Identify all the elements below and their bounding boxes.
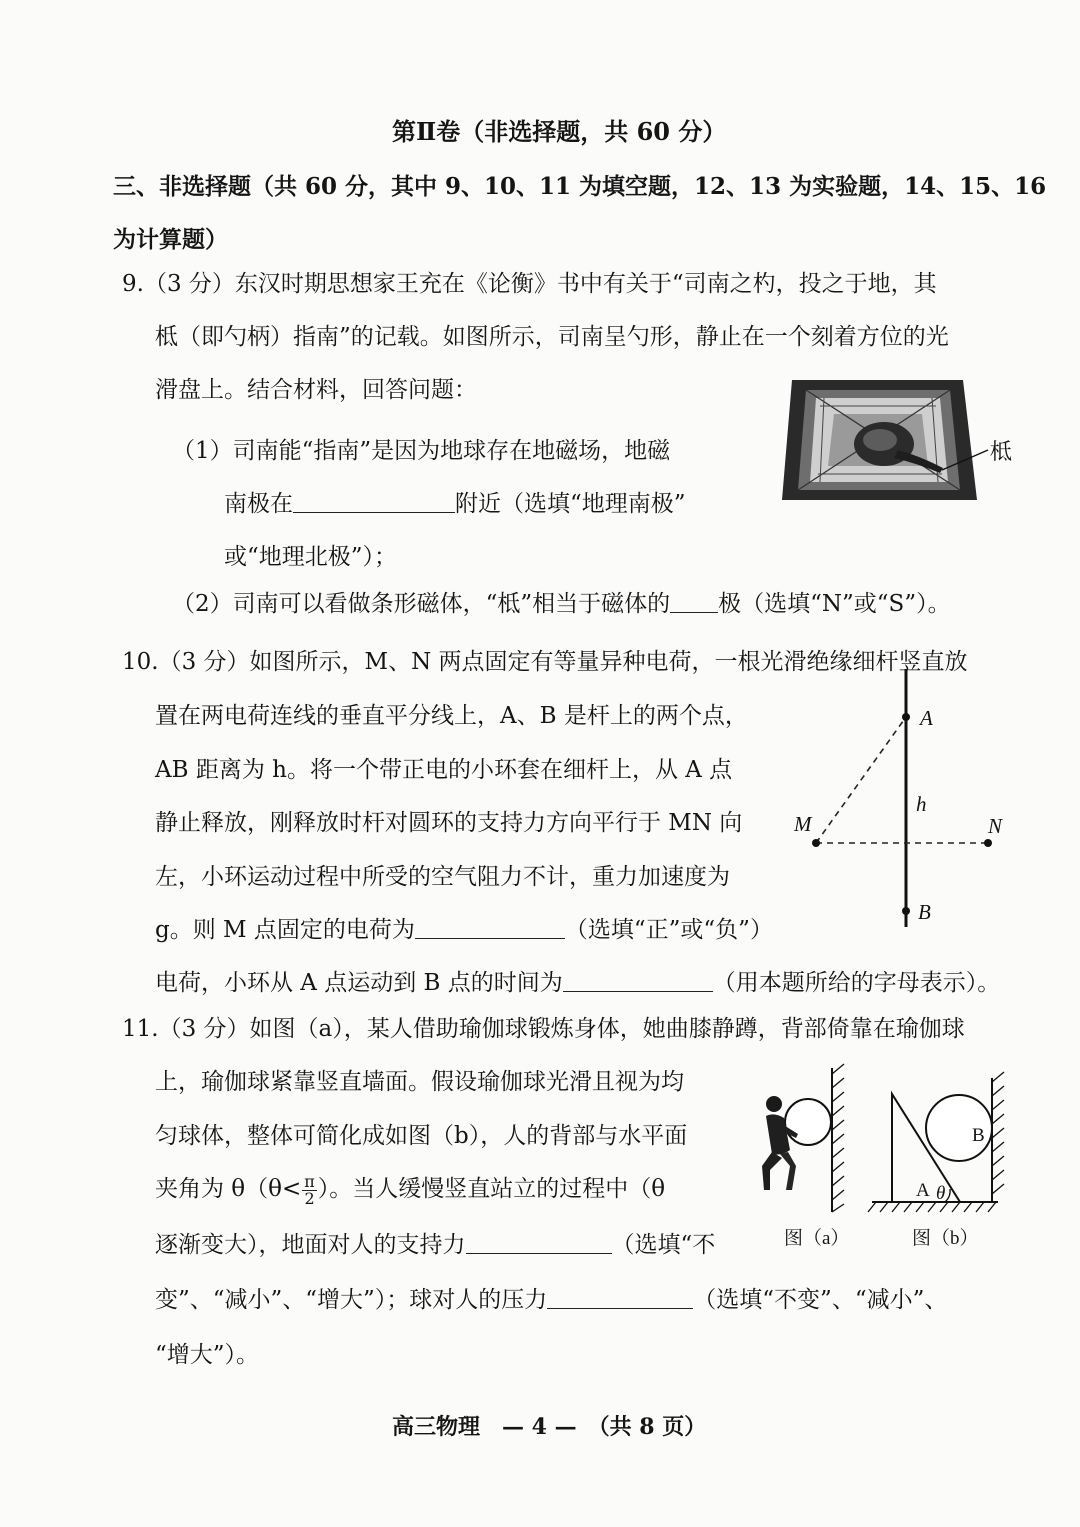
q10-line7-text-b: （用本题所给的字母表示）。 (712, 970, 1001, 996)
q11-line5-text-a: 逐渐变大），地面对人的支持力 (155, 1232, 466, 1258)
q10-line6-text-a: g。则 M 点固定的电荷为 (155, 917, 415, 943)
label-b: B (918, 900, 931, 924)
fig-a-caption: 图（a） (784, 1228, 850, 1249)
part-heading-line1: 三、非选择题（共 60 分，其中 9、10、11 为填空题，12、13 为实验题，14、15、16 (113, 173, 1047, 200)
label-n: N (988, 814, 1003, 838)
q11-answer-blank-1[interactable] (466, 1231, 612, 1254)
handle-label: 柢 (990, 439, 1013, 464)
q10-line7 (155, 967, 1000, 999)
label-m: M (794, 812, 812, 836)
label-theta: θ (936, 1183, 946, 1204)
q10-line2: 置在两电荷连线的垂直平分线上，A、B 是杆上的两个点， (155, 703, 748, 729)
label-ball-b: B (972, 1125, 985, 1146)
q10-line5: 左，小环运动过程中所受的空气阻力不计，重力加速度为 (155, 864, 730, 890)
q11-line4 (155, 1173, 665, 1207)
q9-answer-blank-2[interactable] (670, 590, 718, 613)
page-footer: 高三物理 — 4 — （共 8 页） (392, 1414, 707, 1440)
q10-answer-blank-1[interactable] (415, 916, 565, 939)
q10-line6 (155, 914, 773, 946)
q11-line4-text-a: 夹角为 θ（θ< (155, 1176, 302, 1202)
q10-answer-blank-2[interactable] (563, 969, 713, 992)
q11-line2: 上，瑜伽球紧靠竖直墙面。假设瑜伽球光滑且视为均 (155, 1069, 684, 1095)
q10-line1: 10.（3 分）如图所示，M、N 两点固定有等量异种电荷，一根光滑绝缘细杆竖直放 (122, 649, 968, 675)
q9-line1: 9.（3 分）东汉时期思想家王充在《论衡》书中有关于“司南之杓，投之于地，其 (122, 271, 937, 297)
q9-line2: 柢（即勺柄）指南”的记载。如图所示，司南呈勺形，静止在一个刻着方位的光 (155, 324, 949, 350)
point-a (902, 713, 910, 721)
q9-sub1-text-b: 附近（选填“地理南极” (455, 491, 686, 517)
q9-line3: 滑盘上。结合材料，回答问题： (155, 377, 477, 403)
q10-line4: 静止释放，刚释放时杆对圆环的支持力方向平行于 MN 向 (155, 810, 743, 836)
q11-line1: 11.（3 分）如图（a），某人借助瑜伽球锻炼身体，她曲膝静蹲，背部倚靠在瑜伽球 (122, 1016, 965, 1042)
q9-sub2-line (172, 588, 951, 620)
q10-line3: AB 距离为 h。将一个带正电的小环套在细杆上，从 A 点 (155, 757, 733, 783)
fig-b-caption: 图（b） (912, 1228, 979, 1249)
q9-sub2-text-b: 极（选填“N”或“S”）。 (718, 591, 951, 617)
q9-answer-blank-1[interactable] (293, 490, 455, 513)
charges-rod-figure (790, 665, 1030, 945)
yoga-figure-b (868, 1062, 1008, 1252)
point-b (902, 907, 910, 915)
charge-m (812, 839, 820, 847)
q11-line5 (155, 1229, 715, 1261)
q11-answer-blank-2[interactable] (547, 1286, 693, 1309)
q11-line6-text-b: （选填“不变”、“减小”、 (693, 1287, 948, 1313)
q11-line7: “增大”）。 (155, 1342, 260, 1368)
section-title: 第Ⅱ卷（非选择题，共 60 分） (392, 117, 727, 146)
m-to-a-line (816, 717, 906, 843)
person-head (766, 1096, 782, 1112)
q9-sub1-line2 (224, 488, 686, 520)
label-a: A (920, 706, 933, 730)
q9-sub1-text-a: 南极在 (224, 491, 293, 517)
q11-line6 (155, 1284, 947, 1316)
sinan-figure (780, 378, 1020, 508)
q10-line6-text-b: （选填“正”或“负”） (564, 917, 773, 943)
label-person-a: A (916, 1180, 930, 1201)
q9-sub1-line3: 或“地理北极”）； (224, 544, 398, 570)
q10-line7-text-a: 电荷，小环从 A 点运动到 B 点的时间为 (155, 970, 563, 996)
label-h: h (916, 792, 927, 816)
q11-line3: 匀球体，整体可简化成如图（b），人的背部与水平面 (155, 1123, 688, 1149)
q11-line6-text-a: 变”、“减小”、“增大”）；球对人的压力 (155, 1287, 548, 1313)
part-heading-line2: 为计算题） (113, 226, 228, 253)
q11-line4-text-b: ）。当人缓慢竖直站立的过程中（θ (317, 1176, 666, 1202)
pi-over-two: $\frac{\pi}{2}$ (304, 1171, 315, 1208)
charge-n (984, 839, 992, 847)
yoga-ball (785, 1099, 831, 1145)
yoga-figure-a (752, 1062, 852, 1252)
q11-line5-text-b: （选填“不 (611, 1232, 716, 1258)
q9-sub1-line1: （1）司南能“指南”是因为地球存在地磁场，地磁 (172, 438, 671, 464)
q9-sub2-text-a: （2）司南可以看做条形磁体，“柢”相当于磁体的 (172, 591, 671, 617)
